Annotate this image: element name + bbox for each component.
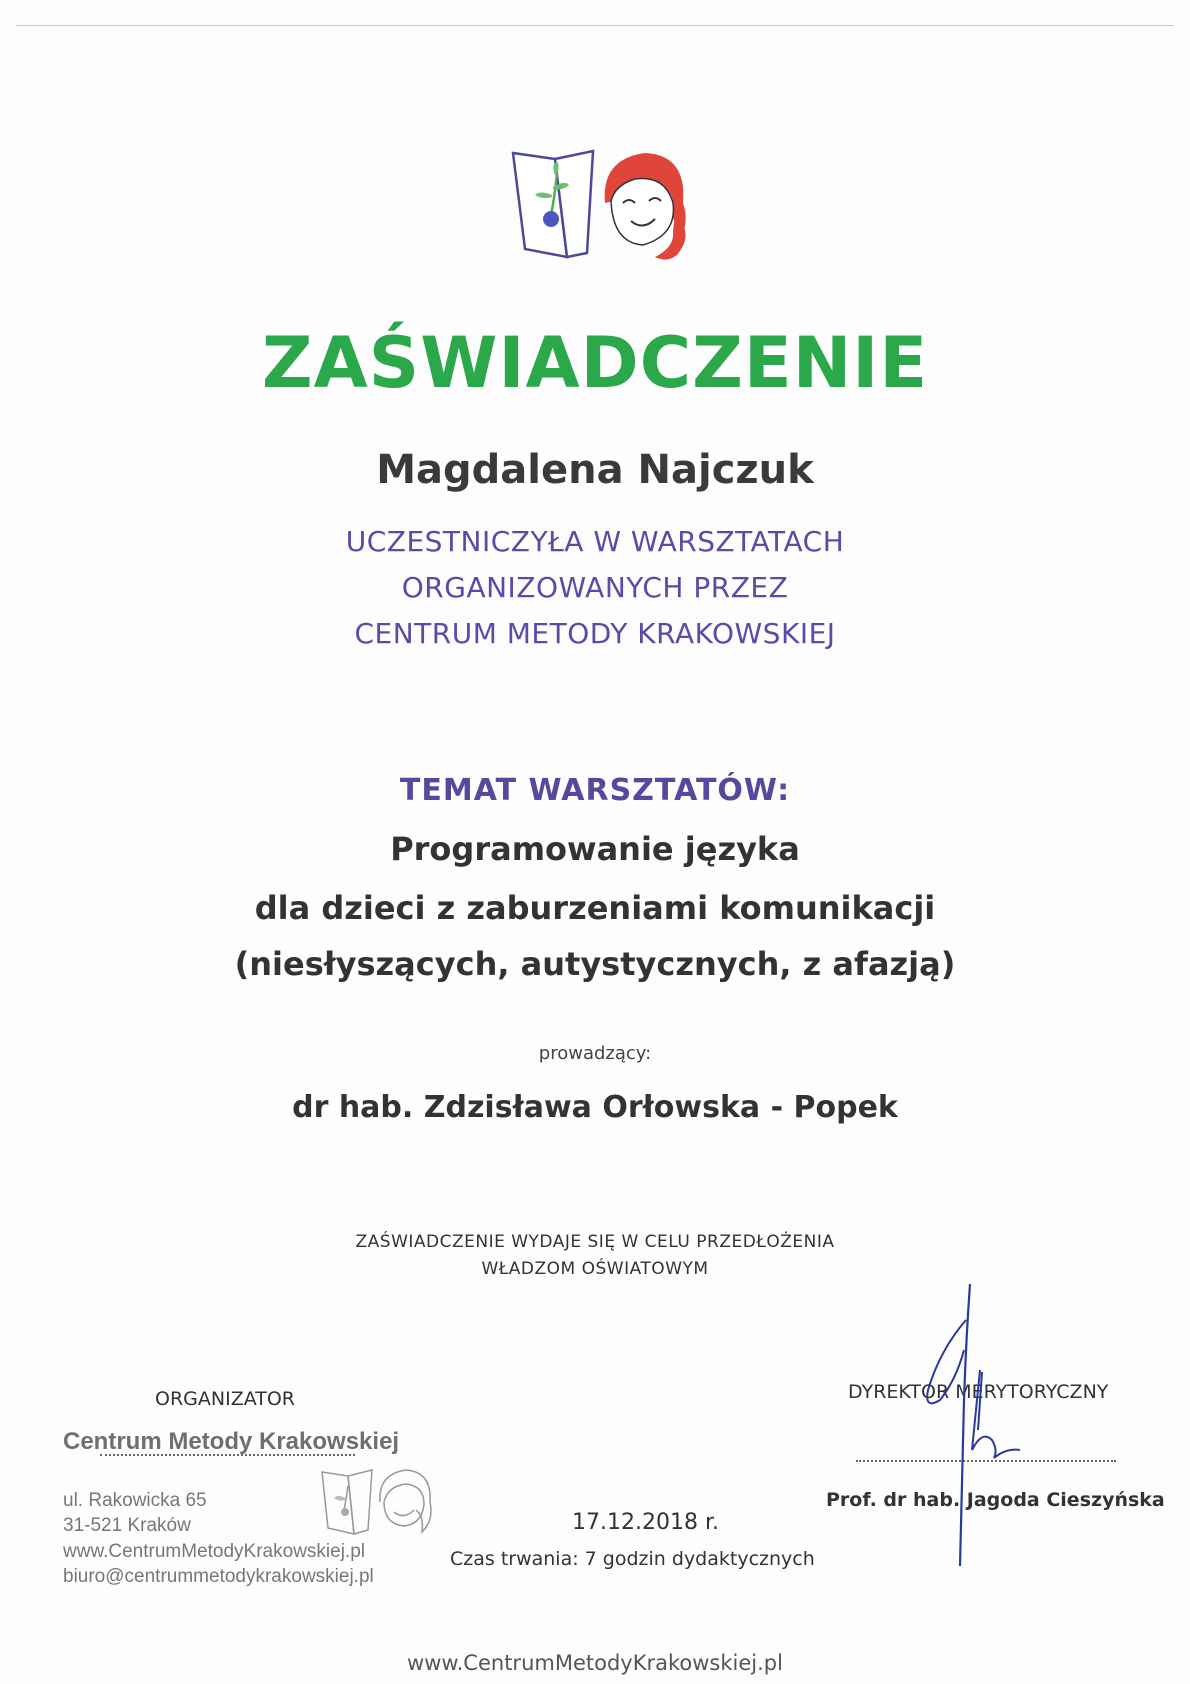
lead-name: dr hab. Zdzisława Orłowska - Popek	[292, 1090, 898, 1125]
organizer-address-city: 31-521 Kraków	[63, 1515, 191, 1536]
certificate-title: ZAŚWIADCZENIE	[261, 322, 929, 404]
top-rule	[16, 25, 1174, 26]
stamp-logo-icon	[318, 1466, 438, 1541]
participation-line-1: UCZESTNICZYŁA W WARSZTATACH	[345, 525, 845, 558]
girl-face-icon	[605, 153, 686, 260]
organizer-dotted-line	[100, 1454, 355, 1456]
organizer-stamp-name: Centrum Metody Krakowskiej	[63, 1428, 400, 1455]
topic-line-3: (niesłyszących, autystycznych, z afazją)	[234, 945, 956, 983]
issue-note-line-1: ZAŚWIADCZENIE WYDAJE SIĘ W CELU PRZEDŁOŻENIA	[355, 1232, 835, 1252]
signature-icon	[920, 1280, 1040, 1570]
issue-note-line-2: WŁADZOM OŚWIATOWYM	[481, 1259, 709, 1279]
center-logo-icon	[505, 145, 715, 275]
footer-website: www.CentrumMetodyKrakowskiej.pl	[407, 1651, 783, 1675]
participation-line-3: CENTRUM METODY KRAKOWSKIEJ	[354, 617, 836, 650]
topic-label: TEMAT WARSZTATÓW:	[399, 773, 791, 808]
organizer-label: ORGANIZATOR	[155, 1388, 295, 1410]
director-label: DYREKTOR MERYTORYCZNY	[848, 1381, 1109, 1403]
organizer-email: biuro@centrummetodykrakowskiej.pl	[63, 1566, 374, 1587]
participation-line-2: ORGANIZOWANYCH PRZEZ	[401, 571, 789, 604]
recipient-name: Magdalena Najczuk	[376, 447, 814, 493]
director-name: Prof. dr hab. Jagoda Cieszyńska	[826, 1489, 1165, 1511]
topic-line-1: Programowanie języka	[390, 830, 800, 868]
organizer-website: www.CentrumMetodyKrakowskiej.pl	[63, 1541, 365, 1562]
book-plant-icon	[513, 151, 593, 257]
topic-line-2: dla dzieci z zaburzeniami komunikacji	[254, 889, 936, 927]
workshop-duration: Czas trwania: 7 godzin dydaktycznych	[450, 1548, 815, 1570]
issue-date: 17.12.2018 r.	[572, 1510, 719, 1535]
lead-label: prowadzący:	[538, 1043, 652, 1064]
organizer-address-street: ul. Rakowicka 65	[63, 1490, 207, 1511]
